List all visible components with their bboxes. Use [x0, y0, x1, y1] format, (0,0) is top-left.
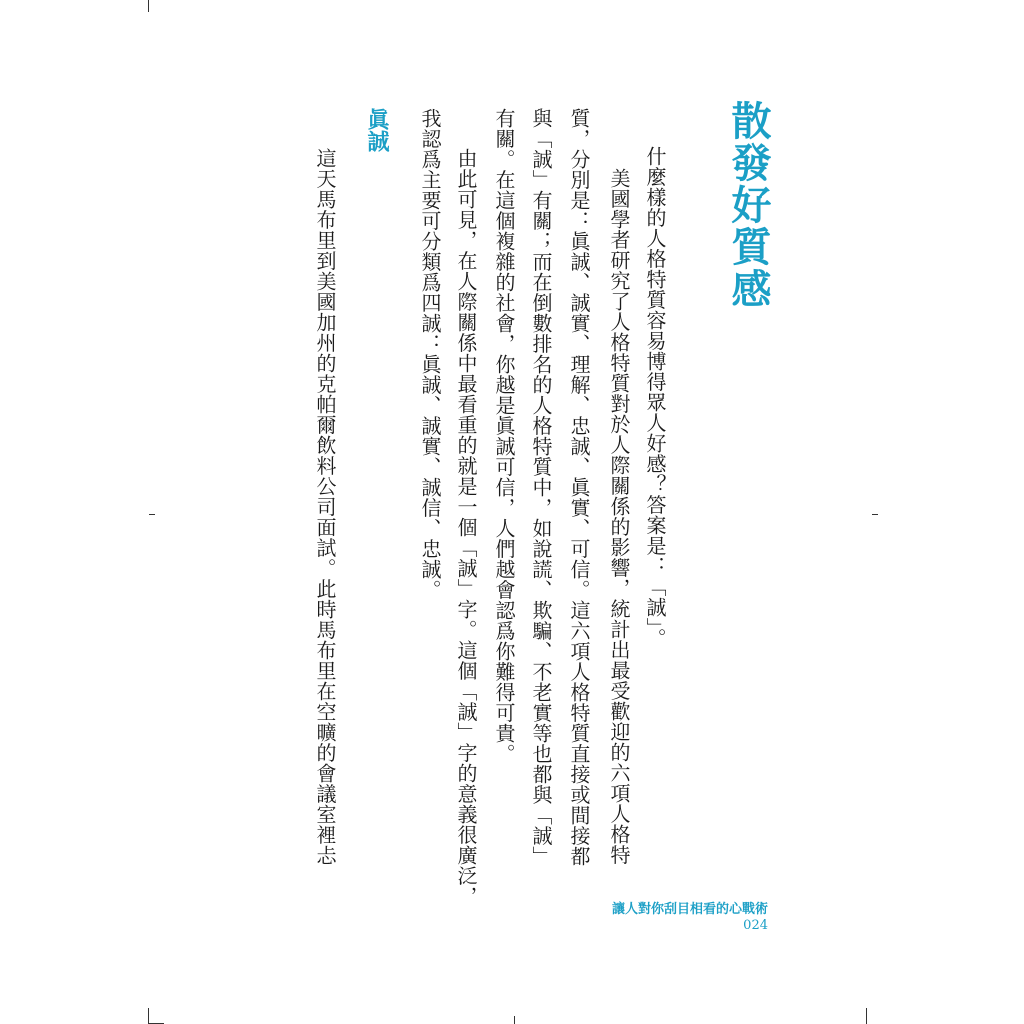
- section-heading: 眞誠: [364, 108, 390, 152]
- running-footer-book-title: 讓人對你刮目相看的心戰術: [611, 902, 768, 917]
- paragraph-column-7: 我認爲主要可分類爲四誠：眞誠、誠實、誠信、忠誠。: [418, 108, 442, 600]
- paragraph-column-5: 有關。在這個複雜的社會，你越是眞誠可信，人們越會認爲你難得可貴。: [492, 108, 516, 764]
- paragraph-column-1: 什麼樣的人格特質容易博得眾人好感？答案是：「誠」。: [643, 146, 667, 649]
- crop-mark-left-middle: [149, 514, 155, 515]
- crop-mark-right-middle: [872, 514, 878, 515]
- crop-mark-bottom-center: [514, 1016, 515, 1024]
- paragraph-column-6: 由此可見，在人際關係中最看重的就是一個「誠」字。這個「誠」字的意義很廣泛，: [454, 148, 478, 907]
- page-number: 024: [743, 918, 768, 933]
- crop-mark-bottom-right: [866, 1008, 867, 1024]
- paragraph-column-3: 質，分別是：眞誠、誠實、理解、忠誠、眞實、可信。這六項人格特質直接或間接都: [567, 108, 591, 867]
- page-title: 散發好質感: [725, 100, 772, 310]
- paragraph-column-8: 這天馬布里到美國加州的克帕爾飲料公司面試。此時馬布里在空曠的會議室裡忐: [313, 148, 337, 866]
- crop-mark-top-left: [148, 0, 149, 12]
- paragraph-column-2: 美國學者研究了人格特質對於人際關係的影響，統計出最受歡迎的六項人格特: [607, 168, 631, 865]
- paragraph-column-4: 與「誠」有關；而在倒數排名的人格特質中，如說謊、欺騙、不老實等也都與「誠」: [529, 108, 553, 867]
- crop-mark-bottom-left: [148, 1008, 149, 1024]
